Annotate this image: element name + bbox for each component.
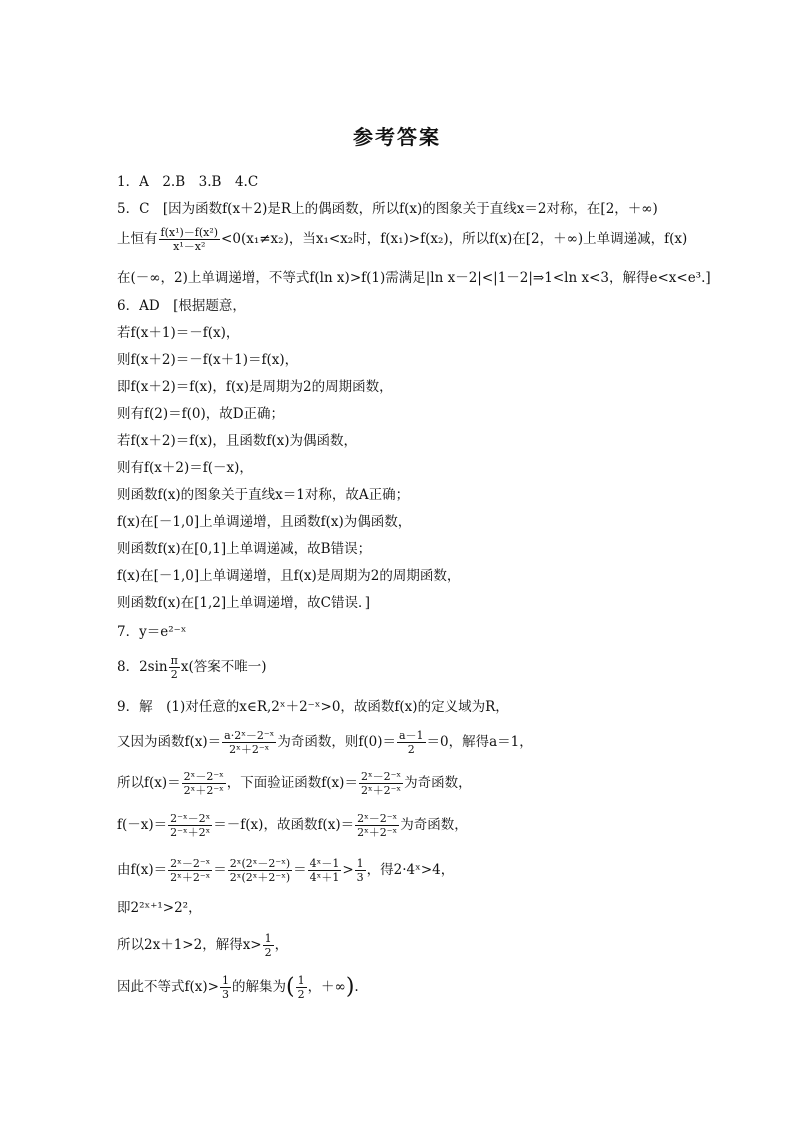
text: ＝－f(x)，故函数f(x)＝	[213, 817, 355, 833]
denominator: x¹－x²	[173, 240, 206, 253]
numerator: 2ˣ－2⁻ˣ	[170, 857, 211, 870]
fraction	[159, 226, 221, 253]
answer-6-line-l: 则函数f(x)在[1,2]上单调递增，故C错误．]	[117, 595, 370, 611]
fraction	[168, 857, 212, 884]
denominator: 2	[170, 668, 178, 681]
denominator: 2ˣ＋2⁻ˣ	[357, 826, 398, 839]
numerator: 2ˣ(2ˣ－2⁻ˣ)	[229, 857, 291, 870]
text: 的解集为	[231, 979, 286, 995]
numerator: 1	[356, 857, 364, 870]
answer-6-line-j: 则函数f(x)在[0,1]上单调递减，故B错误；	[117, 541, 372, 557]
answer-5-line-c: 在(－∞，2)上单调递增，不等式f(ln x)>f(1)需满足|ln x－2|<|1－2|⇒1<ln x<3，解得e<x<e³.]	[117, 270, 711, 286]
answer-8	[117, 654, 677, 681]
text: ＝	[293, 862, 307, 878]
denominator: 2ˣ＋2⁻ˣ	[229, 743, 270, 756]
text: <0(x₁≠x₂)，当x₁<x₂时，f(x₁)>f(x₂)，所以f(x)在[2，＋∞)上单调递减，f(x)	[221, 231, 688, 247]
answer-6-line-e: 则有f(2)＝f(0)，故D正确；	[117, 406, 285, 422]
text: 由f(x)＝	[117, 862, 168, 878]
answer-6-line-d: 即f(x＋2)＝f(x)，f(x)是周期为2的周期函数，	[117, 379, 393, 395]
fraction	[182, 770, 226, 797]
numerator: a·2ˣ－2⁻ˣ	[224, 729, 275, 742]
fraction	[228, 857, 292, 884]
denominator: 3	[356, 871, 364, 884]
answer-7: 7．y＝e²⁻ˣ	[117, 624, 187, 640]
answer-5-line-a: 5．C [因为函数f(x＋2)是R上的偶函数，所以f(x)的图象关于直线x＝2对称，在[2，＋∞)	[117, 201, 658, 217]
text: x(答案不唯一)	[180, 659, 267, 675]
text: 所以f(x)＝	[117, 775, 181, 791]
answer-9-line-d	[117, 812, 677, 839]
answer-9-line-g	[117, 932, 677, 959]
numerator: 2ˣ－2⁻ˣ	[360, 770, 402, 783]
numerator: a－1	[398, 729, 424, 742]
denominator: 3	[221, 988, 229, 1001]
numerator: 1	[297, 974, 305, 987]
answer-6-line-g: 则有f(x＋2)＝f(－x)，	[117, 460, 253, 476]
text: 又因为函数f(x)＝	[117, 734, 222, 750]
numerator: 1	[221, 974, 229, 987]
text: 因此不等式f(x)>	[117, 979, 219, 995]
right-paren: )	[345, 974, 355, 1000]
numerator: 4ˣ－1	[309, 857, 340, 870]
denominator: 2ˣ(2ˣ＋2⁻ˣ)	[229, 871, 291, 884]
answer-line-1-4: 1．A 2.B 3.B 4.C	[117, 174, 259, 190]
text: 所以2x＋1>2，解得x>	[117, 937, 262, 953]
text: 8．2sin	[117, 659, 168, 675]
answer-6-line-b: 若f(x＋1)＝－f(x)，	[117, 325, 240, 341]
text: ，＋∞	[307, 979, 346, 995]
fraction	[220, 974, 231, 1001]
text: ，得2·4ˣ>4，	[366, 862, 455, 878]
fraction	[263, 932, 274, 959]
denominator: 4ˣ＋1	[309, 871, 340, 884]
fraction	[169, 654, 180, 681]
text: .	[354, 979, 359, 995]
fraction	[355, 857, 366, 884]
numerator: f(x¹)－f(x²)	[160, 226, 219, 239]
answer-6-line-f: 若f(x＋2)＝f(x)，且函数f(x)为偶函数，	[117, 433, 358, 449]
fraction	[308, 857, 342, 884]
text: >	[342, 862, 354, 878]
answer-6-line-i: f(x)在[－1,0]上单调递增，且函数f(x)为偶函数，	[117, 514, 412, 530]
text: f(－x)＝	[117, 817, 168, 833]
denominator: 2⁻ˣ＋2ˣ	[170, 826, 211, 839]
fraction	[397, 729, 426, 756]
fraction	[355, 812, 399, 839]
numerator: 1	[264, 932, 272, 945]
answer-9-line-b	[117, 729, 677, 756]
denominator: 2	[407, 743, 415, 756]
answer-9-line-e	[117, 857, 677, 884]
answer-6-line-h: 则函数f(x)的图象关于直线x＝1对称，故A正确；	[117, 487, 410, 503]
denominator: 2ˣ＋2⁻ˣ	[183, 784, 224, 797]
numerator: 2⁻ˣ－2ˣ	[170, 812, 211, 825]
answer-6-line-a: 6．AD [根据题意，	[117, 298, 246, 314]
fraction	[168, 812, 212, 839]
denominator: 2ˣ＋2⁻ˣ	[360, 784, 402, 797]
numerator: 2ˣ－2⁻ˣ	[183, 770, 224, 783]
fraction	[222, 729, 276, 756]
fraction	[359, 770, 403, 797]
answer-9-line-a: 9．解 (1)对任意的x∈R,2ˣ＋2⁻ˣ>0，故函数f(x)的定义域为R，	[117, 699, 509, 715]
answer-6-line-k: f(x)在[－1,0]上单调递增，且f(x)是周期为2的周期函数，	[117, 568, 461, 584]
answer-9-line-f: 即2²ˣ⁺¹>2²，	[117, 900, 202, 916]
numerator: 2ˣ－2⁻ˣ	[357, 812, 398, 825]
answer-9-line-h	[117, 974, 677, 1001]
answer-9-line-c	[117, 770, 677, 797]
text: 为奇函数，则f(0)＝	[277, 734, 396, 750]
text: 为奇函数，	[404, 775, 472, 791]
denominator: 2	[297, 988, 305, 1001]
text: ，下面验证函数f(x)＝	[226, 775, 358, 791]
text: ＝	[213, 862, 227, 878]
left-paren: (	[285, 974, 295, 1000]
answer-6-line-c: 则f(x＋2)＝－f(x＋1)＝f(x)，	[117, 352, 299, 368]
denominator: 2	[264, 946, 272, 959]
text: 为奇函数，	[400, 817, 468, 833]
text: 上恒有	[117, 231, 158, 247]
text: ，	[274, 937, 289, 953]
answer-5-line-b	[117, 226, 688, 253]
text: ＝0，解得a＝1，	[426, 734, 533, 750]
page-title: 参考答案	[353, 125, 441, 149]
fraction	[296, 974, 307, 1001]
numerator: π	[170, 654, 178, 667]
denominator: 2ˣ＋2⁻ˣ	[170, 871, 211, 884]
